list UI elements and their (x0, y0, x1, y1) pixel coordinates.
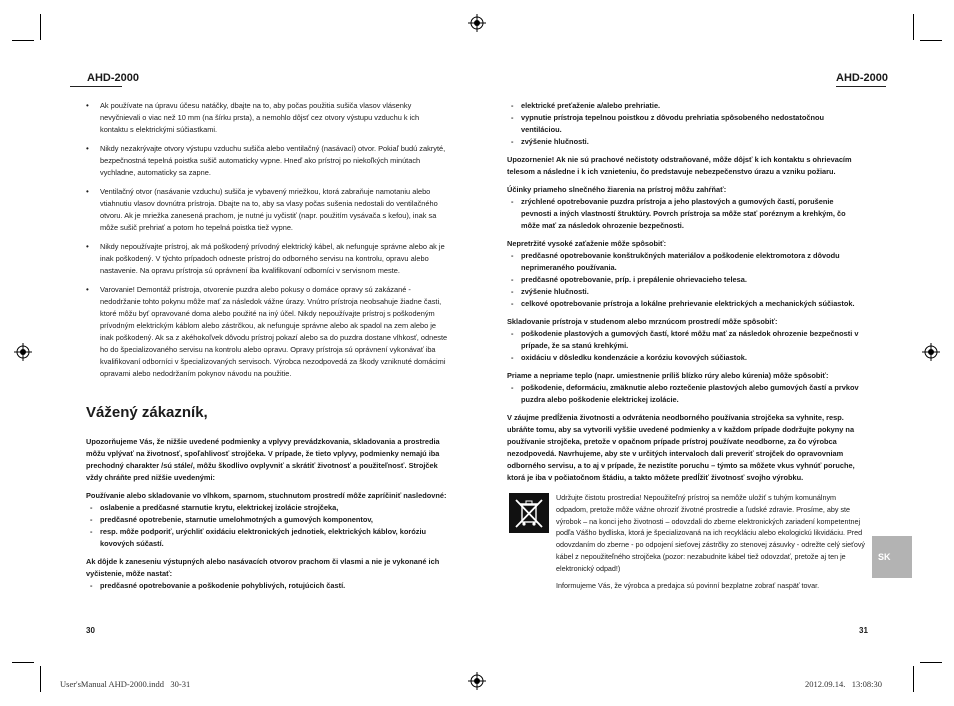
bullet-item: • Nikdy nezakrývajte otvory výstupu vzduchu sušiča alebo ventilačný (nasávací) otvor. Pokiaľ budú zakryté, bezpečnostná tepelná poistka sušič automaticky vypne. Hneď ako prístroj po niekoľkých minútach vychladne, automaticky sa zapne. (86, 143, 448, 179)
list-item: - zvýšenie hlučnosti. (507, 136, 865, 148)
list-item: - poškodenie, deformáciu, zmäknutie alebo roztečenie plastových alebo gumových častí a prvkov puzdra alebo poškodenie elektrickej izolácie. (507, 382, 865, 406)
overheat-list (507, 100, 865, 148)
list-item: - elektrické preťaženie a/alebo prehriatie. (507, 100, 865, 112)
crossed-out-bin-icon (509, 493, 549, 533)
page-number-right: 31 (859, 626, 868, 635)
dust-list (86, 580, 450, 592)
registration-mark-icon (922, 343, 940, 361)
safety-bullets (86, 100, 448, 380)
load-title: Nepretržité vysoké zaťaženie môže spôsobiť: (507, 239, 667, 248)
footer-timestamp: 2012.09.14. 13:08:30 (805, 679, 882, 689)
list-item: - oxidáciu v dôsledku kondenzácie a koróziu kovových súčiastok. (507, 352, 865, 364)
bullet-item: • Ventilačný otvor (nasávanie vzduchu) sušiča je vybavený mriežkou, ktorá zabraňuje namotaniu alebo vtiahnutiu vlasov dovnútra prístroja. Dbajte na to, aby sa vlasy počas sušenia nedostali do ventilačného otvoru. Ak je mriežka zanesená prachom, je nutné ju vyčistiť (napr. použitím vysávača s kefou), inak sa môže sušič prehriať a potom ho tepelná poistka tiež vypne. (86, 186, 448, 234)
lifetime-paragraph: V záujme predĺženia životnosti a odvrátenia neodborného používania strojčeka sa vyhnite, resp. ubráňte tomu, aby sa vytvorili vyššie uvedené podmienky a v každom prípade dodržujte pokyny na používanie strojčeka, pretože v opačnom prípade prístroj používate neodborne, za čo výrobca nezodpovedá. Navrhujeme, aby ste v určitých intervaloch dali preveriť strojček do opravovniam odborného servisu, a to aj v prípade, že nezistíte poruchu – týmto sa môžete vkus vyhnúť poruche, ktorá je iba v počiatočnom štádiu, a takto môžete predĺžiť životnosť svojho výrobku. (507, 413, 855, 482)
left-header-rule (70, 86, 122, 87)
fire-warning: Upozornenie! Ak nie sú prachové nečistoty odstraňované, môže dôjsť k ich kontaktu s ohrievacím telesom a následne i k ich vznieteniu, čo predstavuje nebezpečenstvo úrazu a vzniku požiaru. (507, 155, 852, 176)
crop-mark (40, 14, 41, 40)
crop-mark (40, 666, 41, 692)
registration-mark-icon (14, 343, 32, 361)
take-back-info: Informujeme Vás, že výrobca a predajca sú povinní bezplatne zobrať naspäť tovar. (556, 580, 820, 590)
heat-list (507, 382, 865, 406)
crop-mark (12, 40, 34, 41)
humidity-title: Používanie alebo skladovanie vo vlhkom, sparnom, stuchnutom prostredí môže zapríčiniť nasledovné: (86, 491, 447, 500)
list-item: - predčasné opotrebovanie konštrukčných materiálov a poškodenie elektromotora z dôvodu neprimeraného používania. (507, 250, 865, 274)
sun-title: Účinky priameho slnečného žiarenia na prístroj môžu zahŕňať: (507, 185, 727, 194)
bullet-item: • Nikdy nepoužívajte prístroj, ak má poškodený prívodný elektrický kábel, ak nefunguje správne alebo ak je inak poškodený. V týchto prípadoch odneste prístroj do odborného servisu na kontrolu, opravu alebo nastavenie. Na opravu prístroja sú oprávnení iba kvalifikovaní odborníci v servisnom meste. (86, 241, 448, 277)
list-item: - vypnutie prístroja tepelnou poistkou z dôvodu prehriatia spôsobeného nedostatočnou ventiláciou. (507, 112, 865, 136)
recycling-text: Udržujte čistotu prostredia! Nepoužiteľný prístroj sa nemôže uložiť s tuhým komunálnym odpadom, pretože môže vážne ohroziť životné prostredie a ľudské zdravie. Prosíme, aby ste výrobok – na konci jeho životnosti – odovzdali do zberne elektronických zariadení kompetentnej podľa Vášho bydliska, ktorá je špecializovaná na ich recykláciu alebo ekologickú likvidáciu. Pred odovzdaním do zberne - po odpojení sieťovej zástrčky zo stenovej zásuvky - odrežte celý sieťový kábel z nepoužiteľného strojčeka (pozor: nezabudnite kábel tiež odovzdať, pretože aj ten je elektronický odpad!) (556, 493, 866, 573)
crop-mark (920, 662, 942, 663)
crop-mark (913, 666, 914, 692)
crop-mark (913, 14, 914, 40)
registration-mark-icon (468, 14, 486, 32)
recycling-notice (556, 492, 866, 591)
list-item: - celkové opotrebovanie prístroja a lokálne prehrievanie elektrických a mechanických súčiastok. (507, 298, 865, 310)
crop-mark (12, 662, 34, 663)
language-tab: SK (872, 536, 912, 578)
left-header-model: AHD-2000 (87, 72, 139, 84)
list-item: - predčasné opotrebovanie, príp. i prepálenie ohrievacieho telesa. (507, 274, 865, 286)
list-item: - resp. môže podporiť, urýchliť oxidáciu elektronických jednotiek, elektrických káblov, koróziu kovových súčastí. (86, 526, 450, 550)
heat-title: Priame a nepriame teplo (napr. umiestnenie príliš blízko rúry alebo kúrenia) môže spôsobiť: (507, 371, 829, 380)
intro-paragraph: Upozorňujeme Vás, že nižšie uvedené podmienky a vplyvy prevádzkovania, skladovania a prostredia môžu vplývať na životnosť, spoľahlivosť strojčeka. V prípade, že tieto vplyvy, podmienky nemajú iba prechodný charakter /sú stále/, môžu škodlivo ovplyvniť a skrátiť životnosť a použiteľnosť. Strojček vždy chráňte pred nižšie uvedenými: (86, 437, 440, 482)
footer-filename: User'sManual AHD-2000.indd 30-31 (60, 679, 191, 689)
sun-list (507, 196, 865, 232)
right-header-rule (836, 86, 886, 87)
section-heading: Vážený zákazník, (86, 404, 208, 421)
left-page-body (86, 436, 450, 598)
crop-mark (920, 40, 942, 41)
list-item: - zrýchlené opotrebovanie puzdra prístroja a jeho plastových a gumových častí, porušenie pevnosti a iných vlastností štruktúry. Povrch prístroja sa môže stať poréznym a krehkým, čo môže mať za následok ohrozenie bezpečnosti. (507, 196, 865, 232)
registration-mark-icon (468, 672, 486, 690)
load-list (507, 250, 865, 310)
dust-title: Ak dôjde k zaneseniu výstupných alebo nasávacích otvorov prachom či vlasmi a nie je vykonané ich vyčistenie, môže nastať: (86, 557, 440, 578)
right-header-model: AHD-2000 (836, 72, 888, 84)
list-item: - poškodenie plastových a gumových častí, ktoré môžu mať za následok ohrozenie bezpečnosti v prípade, že sa stanú krehkými. (507, 328, 865, 352)
list-item: - zvýšenie hlučnosti. (507, 286, 865, 298)
list-item: - oslabenie a predčasné starnutie krytu, elektrickej izolácie strojčeka, (86, 502, 450, 514)
humidity-list (86, 502, 450, 550)
list-item: - predčasné opotrebenie, starnutie umelohmotných a gumových komponentov, (86, 514, 450, 526)
cold-title: Skladovanie prístroja v studenom alebo mrznúcom prostredí môže spôsobiť: (507, 317, 778, 326)
list-item: - predčasné opotrebovanie a poškodenie pohyblivých, rotujúcich častí. (86, 580, 450, 592)
left-page-column (86, 100, 448, 387)
bullet-item: • Varovanie! Demontáž prístroja, otvorenie puzdra alebo pokusy o domáce opravy sú zakázané - nedodržanie tohto pokynu môže mať za následok vážne úrazy. Vnútro prístroja neobsahuje žiadne časti, ktoré môžu byť opravované doma alebo použité na iný účel. Nikdy nepoužívajte prístroj s poškodeným prívodným elektrickým káblom alebo zástrčkou, ak nefunguje správne alebo ak spadol na zem alebo je inak poškodený. Ak sa z akéhokoľvek dôvodu prístroj pokazí alebo sa do puzdra dostane vlhkosť, odneste ho do špecializovaného servisu na kontrolu alebo opravu. Opravy prístroja sú oprávnení vykonávať iba kvalifikovaní odborníci v špecializovaných servisoch. Výrobca nezodpovedá za škody vzniknuté domácimi opravami alebo nedodržaním pokynov návodu na použitie. (86, 284, 448, 380)
page-number-left: 30 (86, 626, 95, 635)
cold-list (507, 328, 865, 364)
bullet-item: • Ak používate na úpravu účesu natáčky, dbajte na to, aby počas použitia sušiča vlasov vlásenky nevyčnievali o viac než 10 mm (na šírku prsta), a nemohlo dôjsť cez otvory výstupu vzduchu k ich kontaktu s elektrickými súčiastkami. (86, 100, 448, 136)
right-page-column (507, 100, 865, 490)
